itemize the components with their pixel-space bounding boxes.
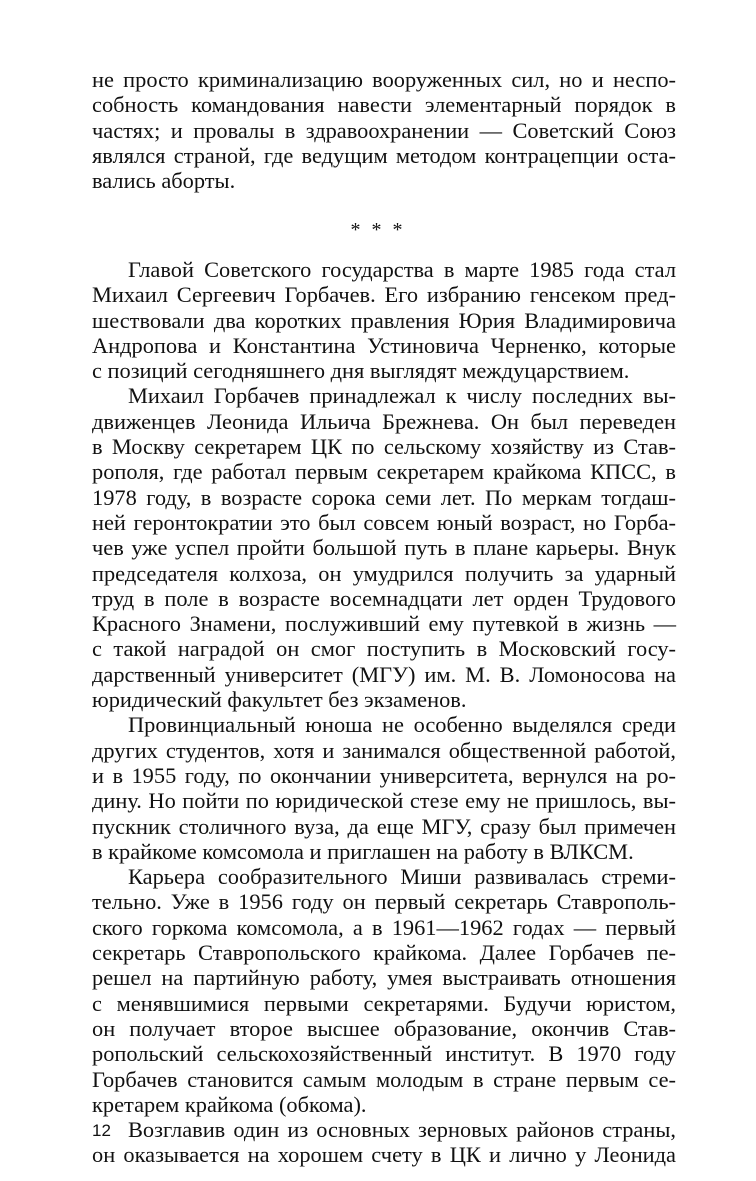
text-line: ского горкома комсомола, а в 1961—1962 годах — первый [92,914,676,940]
text-line: с такой наградой он смог поступить в Московский госу- [92,636,676,662]
text-line: Карьера сообразительного Миши развивалась стреми- [128,864,676,890]
text-line: являлся страной, где ведущим методом контрацепции оста- [92,142,676,168]
carryover-paragraph [92,67,676,193]
text-line: Возглавив один из основных зерновых районов страны, [128,1117,676,1143]
text-line: с позиций сегодняшнего дня выглядят междуцарствием. [92,358,630,384]
text-line: труд в поле в возрасте восемнадцати лет орден Трудового [92,585,676,611]
text-line: решел на партийную работу, умея выстраивать отношения [92,965,676,991]
text-line: Андропова и Константина Устиновича Черненко, которые [92,332,676,358]
text-line: дарственный университет (МГУ) им. М. В. Ломоносова на [92,661,676,687]
text-line: в Москву секретарем ЦК по сельскому хозяйству из Став- [92,434,676,460]
paragraph [92,712,676,864]
text-line: он получает второе высшее образование, окончив Став- [92,1015,676,1041]
text-line: частях; и провалы в здравоохранении — Советский Союз [92,117,676,143]
text-line: он оказывается на хорошем счету в ЦК и лично у Леонида [92,1142,676,1168]
page-number: 12 [92,1121,111,1140]
text-line: не просто криминализацию вооруженных сил, но и неспо- [92,67,676,92]
paragraph [92,1117,676,1168]
text-line: движенцев Леонида Ильича Брежнева. Он был переведен [92,408,676,434]
text-line: Михаил Горбачев принадлежал к числу последних вы- [128,383,676,409]
text-line: председателя колхоза, он умудрился получить за ударный [92,560,676,586]
text-line: Михаил Сергеевич Горбачев. Его избранию генсеком пред- [92,282,676,308]
text-line: других студентов, хотя и занимался общественной работой, [92,737,676,763]
text-line: с менявшимися первыми секретарями. Будучи юристом, [92,990,676,1016]
text-line: 1978 году, в возрасте сорока семи лет. По меркам тогдаш- [92,484,676,510]
text-line: вались аборты. [92,168,236,194]
text-line: Главой Советского государства в марте 1985 года стал [128,257,676,282]
text-line: рополя, где работал первым секретарем крайкома КПСС, в [92,459,676,485]
paragraph [92,257,676,383]
text-line: и в 1955 году, по окончании университета, вернулся на ро- [92,762,676,788]
text-line: Провинциальный юноша не особенно выделялся среди [128,712,676,738]
text-line: шествовали два коротких правления Юрия Владимировича [92,307,676,333]
main-text [92,257,676,1168]
text-line: в крайкоме комсомола и приглашен на работу в ВЛКСМ. [92,838,634,864]
text-line: Горбачев становится самым молодым в стране первым се- [92,1066,676,1092]
text-line: собность командования навести элементарный порядок в [92,92,676,118]
text-line: пускник столичного вуза, да еще МГУ, сразу был примечен [92,813,676,839]
text-line: тельно. Уже в 1956 году он первый секретарь Ставрополь- [92,889,676,915]
text-line: ропольский сельскохозяйственный институт. В 1970 году [92,1041,676,1067]
text-line: чев уже успел пройти большой путь в плане карьеры. Внук [92,535,676,561]
section-separator: * * * [350,219,406,241]
text-line: дину. Но пойти по юридической стезе ему не пришлось, вы- [92,788,676,814]
paragraph [92,864,676,1117]
paragraph [92,383,676,712]
text-line: ней геронтократии это был совсем юный возраст, но Горба- [92,509,676,535]
text-line: Красного Знамени, послуживший ему путевкой в жизнь — [92,611,676,637]
text-line: секретарь Ставропольского крайкома. Далее Горбачев пе- [92,940,676,966]
text-line: кретарем крайкома (обкома). [92,1091,367,1117]
text-line: юридический факультет без экзаменов. [92,687,467,713]
